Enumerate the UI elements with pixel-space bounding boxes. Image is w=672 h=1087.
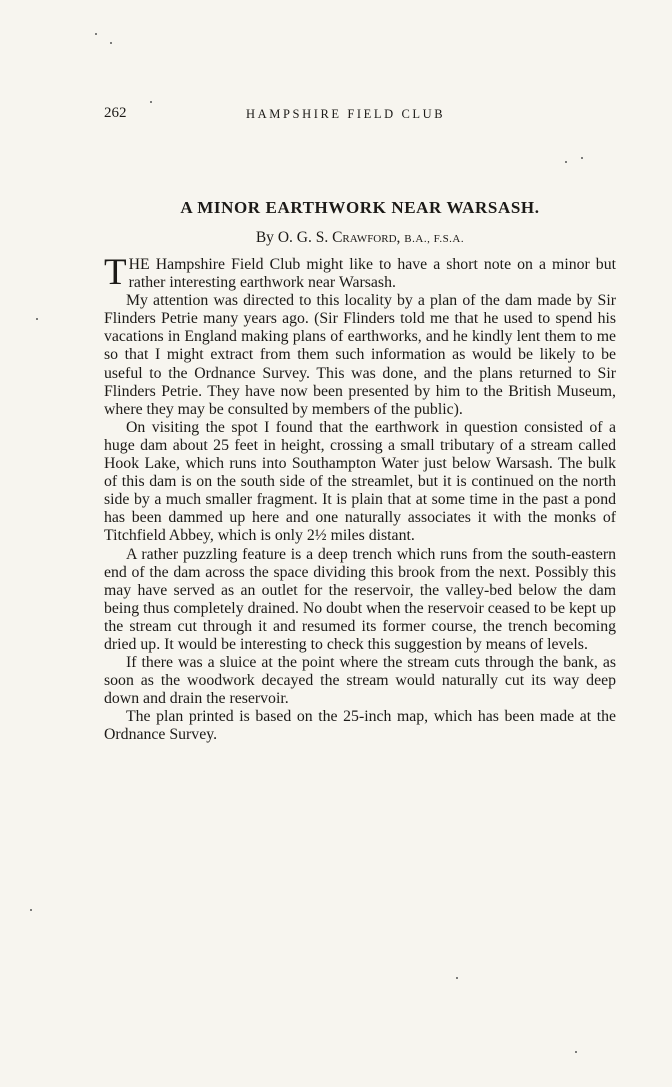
byline (104, 229, 616, 247)
paragraph-1 (104, 252, 616, 293)
drop-cap: T (104, 252, 127, 293)
paragraph-5: If there was a sluice at the point where the stream cuts through the bank, as soon as the woodwork decayed the stream would naturally cut its way deep down and drain the reservoir. (104, 654, 616, 708)
scan-speck (30, 909, 32, 911)
scan-speck (581, 157, 583, 159)
author-degrees: B.A., F.S.A. (404, 233, 465, 245)
article-body (104, 252, 616, 745)
paragraph-4: A rather puzzling feature is a deep trench which runs from the south-eastern end of the dam across the space dividing this brook from the next. Possibly this may have served as an outlet for the reservoir, the valley-bed below the dam being thus completely drained. No doubt when the reservoir ceased to be kept up the stream cut through it and resumed its former course, the trench becoming dried up. It would be interesting to check this suggestion by means of levels. (104, 545, 616, 653)
page-number: 262 (104, 105, 127, 121)
scan-speck (565, 161, 567, 163)
scan-speck (95, 33, 97, 35)
scan-speck (110, 42, 112, 44)
paragraph-2: My attention was directed to this locality by a plan of the dam made by Sir Flinders Petrie many years ago. (Sir Flinders told me that he used to spend his vacations in England making plans of earthworks, and he kindly lent them to me so that I might extract from them such information as would be likely to be useful to the Ordnance Survey. This was done, and the plans returned to Sir Flinders Petrie. They have now been presented by him to the British Museum, where they may be consulted by members of the public). (104, 292, 616, 418)
scan-speck (456, 977, 458, 979)
paragraph-6: The plan printed is based on the 25-inch map, which has been made at the Ordnance Survey. (104, 708, 616, 744)
author-name: O. G. S. Crawford, (277, 229, 401, 246)
paragraph-1-text: HE Hampshire Field Club might like to have a short note on a minor but rather interesting earthwork near Warsash. (128, 256, 616, 292)
journal-name: HAMPSHIRE FIELD CLUB (246, 107, 446, 121)
scan-speck (575, 1051, 577, 1053)
article-title: A MINOR EARTHWORK NEAR WARSASH. (180, 198, 540, 217)
byline-prefix: By (255, 229, 274, 246)
paragraph-3: On visiting the spot I found that the earthwork in question consisted of a huge dam about 25 feet in height, crossing a small tributary of a stream called Hook Lake, which runs into Southampton Water just below Warsash. The bulk of this dam is on the south side of the streamlet, but it is continued on the north side by a much smaller fragment. It is plain that at some time in the past a pond has been dammed up here and one naturally associates it with the monks of Titchfield Abbey, which is only 2½ miles distant. (104, 418, 616, 545)
scan-speck (150, 101, 152, 103)
scan-speck (36, 318, 38, 320)
